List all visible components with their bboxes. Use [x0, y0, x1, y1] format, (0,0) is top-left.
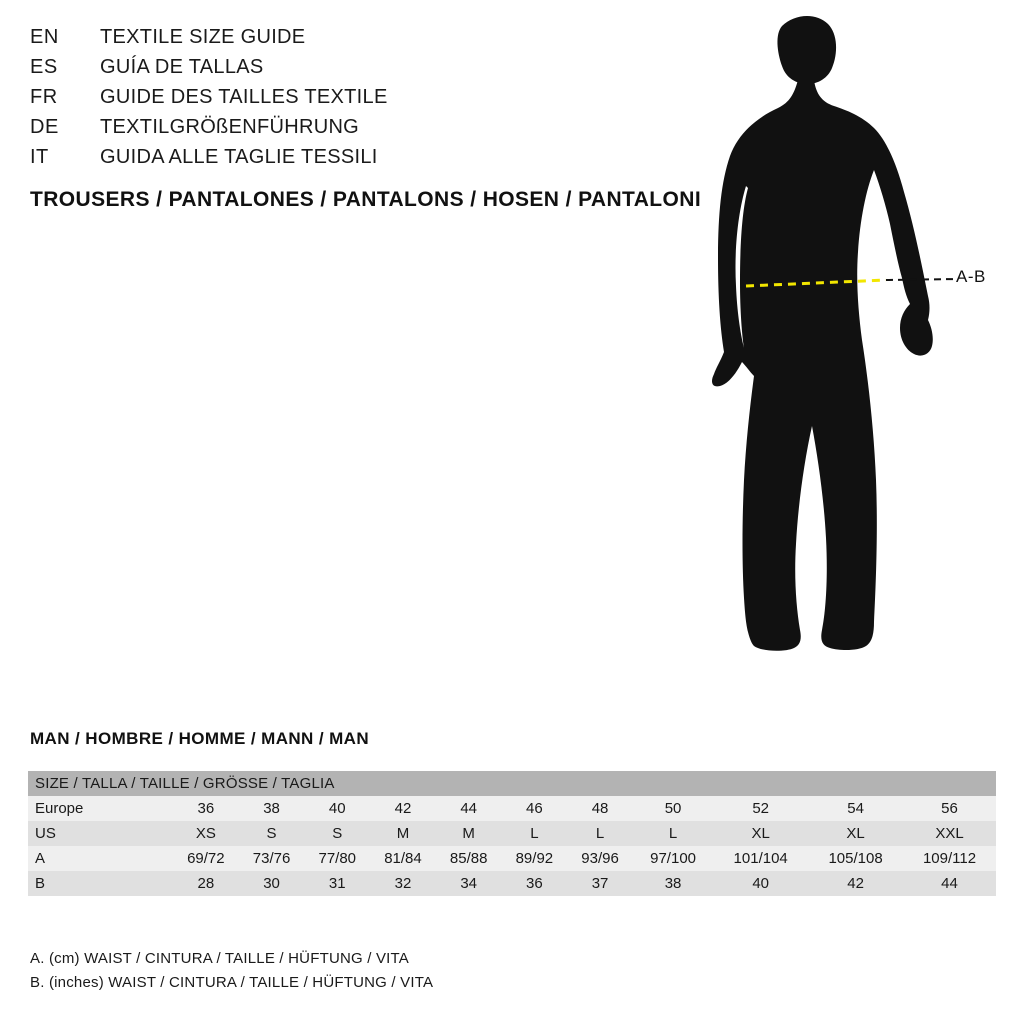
- language-code: DE: [30, 116, 59, 138]
- language-text: TEXTILGRÖßENFÜHRUNG: [100, 116, 360, 138]
- language-row: [30, 86, 650, 116]
- cell: 44: [436, 796, 502, 821]
- cell: 38: [633, 871, 713, 896]
- cell: 42: [370, 796, 436, 821]
- male-silhouette-figure: [690, 10, 1010, 670]
- row-label: A: [28, 846, 173, 871]
- garment-title: TROUSERS / PANTALONES / PANTALONS / HOSEN / PANTALONI: [30, 188, 702, 211]
- footnote-a: A. (cm) WAIST / CINTURA / TAILLE / HÜFTUNG / VITA: [30, 950, 409, 967]
- language-text: GUIDE DES TAILLES TEXTILE: [100, 86, 388, 108]
- cell: M: [370, 821, 436, 846]
- cell: 38: [239, 796, 305, 821]
- cell: 105/108: [808, 846, 903, 871]
- footnote-b: B. (inches) WAIST / CINTURA / TAILLE / HÜFTUNG / VITA: [30, 974, 434, 991]
- cell: S: [304, 821, 370, 846]
- cell: XXL: [903, 821, 996, 846]
- cell: 93/96: [567, 846, 633, 871]
- language-code: EN: [30, 26, 59, 48]
- language-row: [30, 146, 650, 176]
- language-row: [30, 26, 650, 56]
- language-text: GUIDA ALLE TAGLIE TESSILI: [100, 146, 378, 168]
- cell: 81/84: [370, 846, 436, 871]
- cell: 50: [633, 796, 713, 821]
- cell: 101/104: [713, 846, 808, 871]
- section-title-man: MAN / HOMBRE / HOMME / MANN / MAN: [30, 729, 370, 748]
- language-list: [30, 26, 650, 176]
- table-row: [28, 796, 996, 821]
- cell: 42: [808, 871, 903, 896]
- language-code: ES: [30, 56, 58, 78]
- cell: 109/112: [903, 846, 996, 871]
- cell: 44: [903, 871, 996, 896]
- cell: 40: [304, 796, 370, 821]
- table-header-label: SIZE / TALLA / TAILLE / GRÖSSE / TAGLIA: [28, 771, 996, 796]
- footnotes: [30, 947, 433, 995]
- table-row: [28, 846, 996, 871]
- measure-label-ab: A-B: [956, 267, 986, 286]
- cell: S: [239, 821, 305, 846]
- cell: 37: [567, 871, 633, 896]
- row-label: US: [28, 821, 173, 846]
- size-table: [28, 771, 996, 896]
- row-label: Europe: [28, 796, 173, 821]
- language-text: GUÍA DE TALLAS: [100, 56, 264, 78]
- cell: 40: [713, 871, 808, 896]
- cell: 73/76: [239, 846, 305, 871]
- row-label: B: [28, 871, 173, 896]
- cell: L: [567, 821, 633, 846]
- cell: XL: [808, 821, 903, 846]
- cell: 77/80: [304, 846, 370, 871]
- cell: 97/100: [633, 846, 713, 871]
- cell: M: [436, 821, 502, 846]
- language-row: [30, 56, 650, 86]
- cell: 89/92: [502, 846, 568, 871]
- cell: 31: [304, 871, 370, 896]
- cell: 56: [903, 796, 996, 821]
- language-code: IT: [30, 146, 49, 168]
- cell: 34: [436, 871, 502, 896]
- cell: 48: [567, 796, 633, 821]
- cell: L: [633, 821, 713, 846]
- cell: 28: [173, 871, 239, 896]
- cell: L: [502, 821, 568, 846]
- cell: XS: [173, 821, 239, 846]
- silhouette-icon: [712, 16, 933, 651]
- cell: 46: [502, 796, 568, 821]
- cell: 69/72: [173, 846, 239, 871]
- table-header-row: [28, 771, 996, 796]
- cell: 54: [808, 796, 903, 821]
- language-text: TEXTILE SIZE GUIDE: [100, 26, 306, 48]
- cell: 30: [239, 871, 305, 896]
- cell: 32: [370, 871, 436, 896]
- language-code: FR: [30, 86, 58, 108]
- cell: 36: [502, 871, 568, 896]
- table-row: [28, 821, 996, 846]
- cell: 36: [173, 796, 239, 821]
- table-row: [28, 871, 996, 896]
- cell: 85/88: [436, 846, 502, 871]
- cell: XL: [713, 821, 808, 846]
- language-row: [30, 116, 650, 146]
- cell: 52: [713, 796, 808, 821]
